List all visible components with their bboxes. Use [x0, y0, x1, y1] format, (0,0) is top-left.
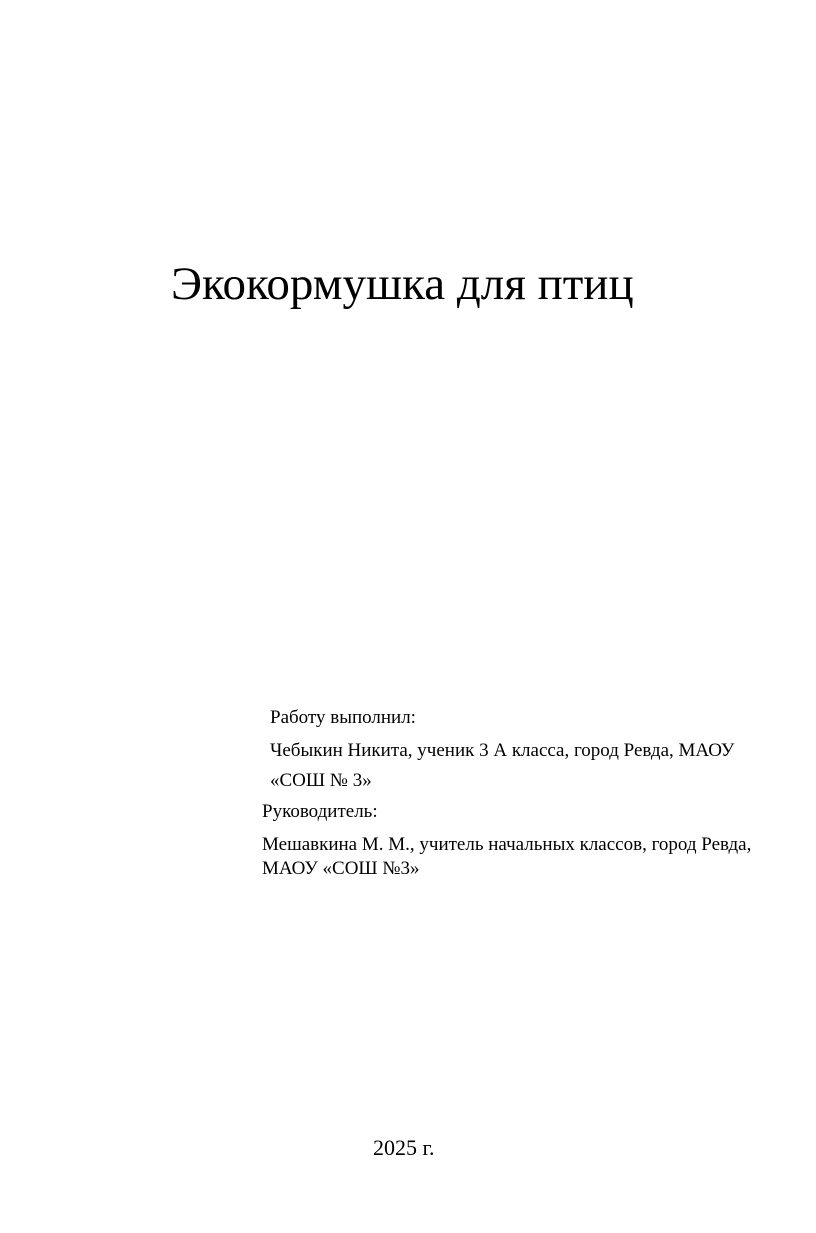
document-title: Экокормушка для птиц: [171, 258, 634, 310]
supervisor-label: Руководитель:: [262, 801, 378, 822]
supervisor-line-1: Мешавкина М. М., учитель начальных классов, город Ревда,: [262, 834, 752, 855]
author-line-2: «СОШ № 3»: [270, 770, 372, 791]
supervisor-line-2: МАОУ «СОШ №3»: [262, 858, 420, 879]
author-line-1: Чебыкин Никита, ученик 3 А класса, город Ревда, МАОУ: [270, 740, 735, 761]
performed-by-label: Работу выполнил:: [270, 707, 416, 728]
document-year: 2025 г.: [373, 1135, 435, 1160]
